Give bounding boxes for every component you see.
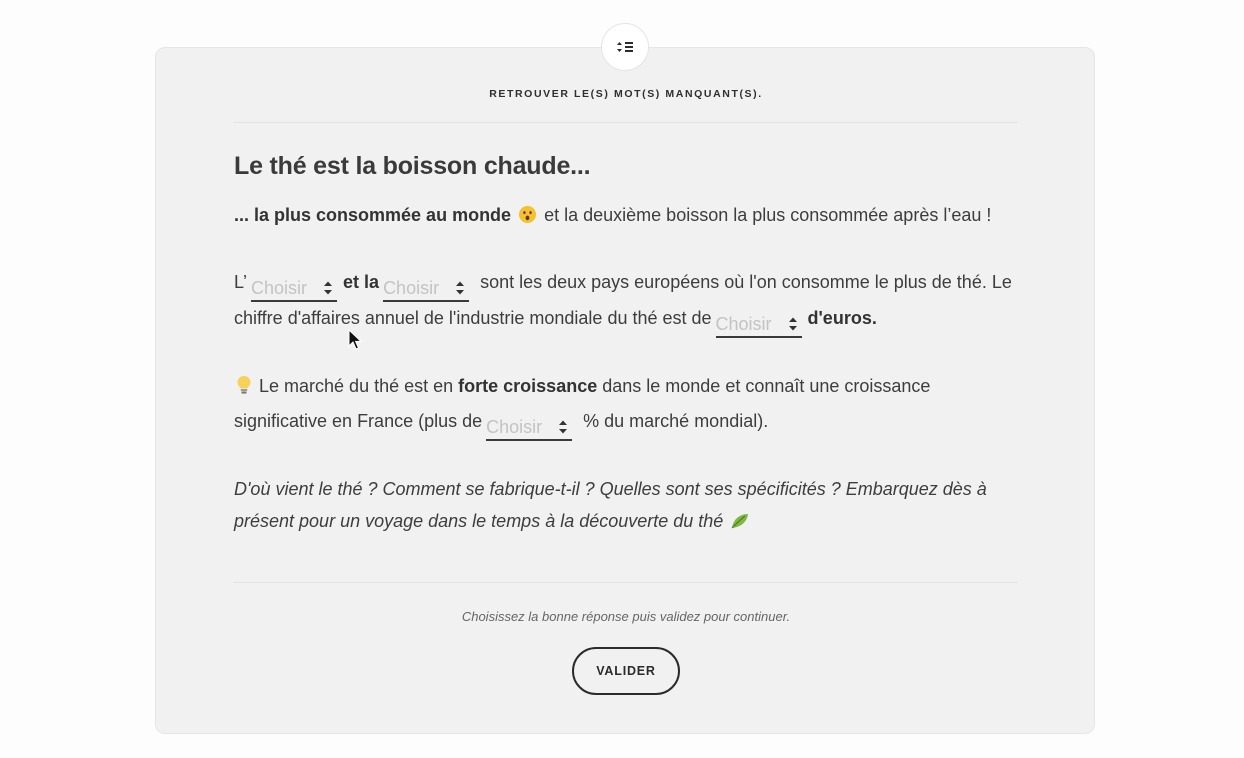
divider-bottom	[234, 582, 1018, 583]
blank-select-3[interactable]	[716, 312, 802, 338]
select-placeholder: Choisir	[251, 278, 308, 298]
paragraph-3-text-2: dans le monde et connaît une croissance significative en France (plus de	[234, 376, 931, 431]
paragraph-4-text: D'où vient le thé ? Comment se fabrique-t-il ? Quelles sont ses spécificités ? Embarquez dès à présent pour un voyage dans le temps à la découverte du thé	[234, 479, 987, 531]
up-down-arrows-icon	[455, 280, 465, 296]
leaf-icon	[730, 508, 750, 540]
exercise-title: Le thé est la boisson chaude...	[234, 152, 591, 180]
paragraph-3-text-3: % du marché mondial).	[583, 411, 769, 431]
paragraph-2-text-2: sont les deux pays européens où l'on consomme le plus de thé. Le chiffre d'affaires annuel de l'industrie mondiale du thé est de	[234, 272, 1012, 328]
paragraph-1-bold: ... la plus consommée au monde	[234, 205, 512, 225]
up-down-arrows-icon	[788, 316, 798, 332]
blank-select-4[interactable]	[486, 415, 572, 441]
light-bulb-icon	[236, 373, 252, 405]
paragraph-3-text-1: Le marché du thé est en	[259, 376, 454, 396]
helper-text: Choisissez la bonne réponse puis validez pour continuer.	[461, 609, 791, 624]
select-placeholder: Choisir	[715, 314, 772, 334]
paragraph-1	[234, 199, 1018, 234]
instruction-heading: RETROUVER LE(S) MOT(S) MANQUANT(S).	[489, 88, 763, 100]
paragraph-1-text: et la deuxième boisson la plus consommée après l’eau !	[544, 205, 992, 225]
blank-select-1[interactable]	[251, 276, 337, 302]
paragraph-3	[234, 370, 1018, 441]
paragraph-3-bold: forte croissance	[458, 376, 598, 396]
exercise-card	[155, 47, 1095, 734]
paragraph-2	[234, 266, 1018, 338]
up-down-arrows-icon	[558, 419, 568, 435]
reorder-list-icon	[614, 39, 636, 55]
paragraph-2-bold-1: et la	[343, 272, 380, 292]
validate-button[interactable]: VALIDER	[572, 647, 680, 695]
paragraph-2-text-1: L’	[234, 272, 248, 292]
select-placeholder: Choisir	[486, 417, 543, 437]
exercise-content	[234, 152, 1018, 572]
astonished-face-icon	[518, 202, 537, 234]
up-down-arrows-icon	[323, 280, 333, 296]
blank-select-2[interactable]	[383, 276, 469, 302]
paragraph-2-bold-2: d'euros.	[807, 308, 877, 328]
mouse-pointer-icon	[348, 329, 362, 351]
select-placeholder: Choisir	[383, 278, 440, 298]
paragraph-4	[234, 473, 1018, 540]
divider-top	[234, 122, 1018, 123]
exercise-type-badge	[601, 23, 649, 71]
